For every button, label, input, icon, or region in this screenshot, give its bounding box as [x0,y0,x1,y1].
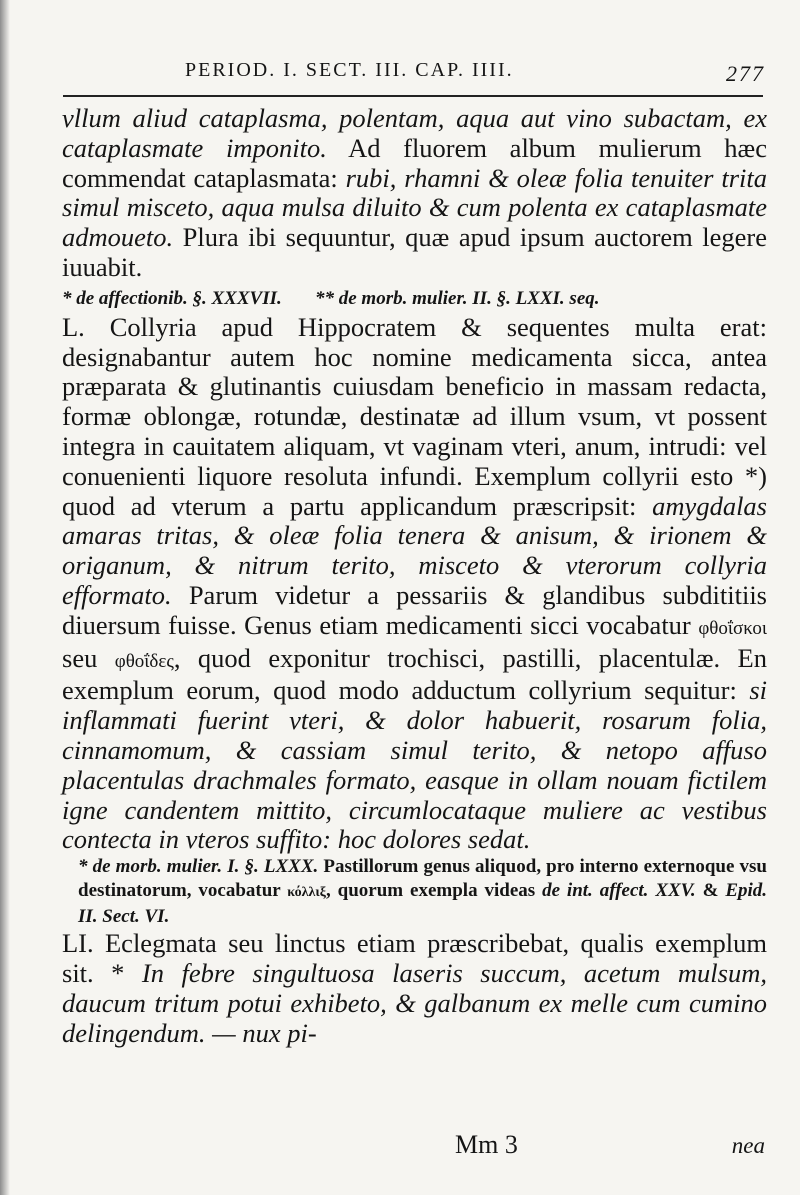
footnote-text: & [702,880,719,902]
footnote-ref: * de morb. mulier. I. §. LXXX. [78,856,319,878]
catchword: nea [731,1133,765,1158]
roman-span: Parum videtur a pessariis & glandibus subdititiis diuersum fuisse. Genus etiam medicamenti sicci vocabatur [62,579,767,640]
page-gutter-shadow [0,0,10,1195]
italic-span: si inflammati fuerint vteri, & dolor habuerit, rosarum folia, cinnamomum, & cassiam simul terito, & netopo affuso placentulas drachmales formato, easque in ollam nouam fictilem igne candentem mittito, circumlocataque muliere ac vestibus contecta in vteros suffito: hoc dolores sedat. [62,675,767,855]
paragraph-1 [62,104,767,283]
footnote-2 [62,855,767,929]
footnote-ref: Epid. II. Sect. VI. [78,880,768,928]
roman-span: Plura ibi sequuntur, quæ apud ipsum auctorem legere iuuabit. [62,222,767,282]
italic-span: — nux pi- [212,1017,317,1048]
footnote-text: Pastillorum genus aliquod, pro interno externoque vsu destinatorum, vocabatur [78,856,768,902]
page-footer [455,1130,765,1162]
italic-span: In febre singultuosa laseris succum, acetum mulsum, daucum tritum potui exhibeto, & galbanum ex melle cum cumino delingendum. [62,957,767,1048]
footnote-ref: de int. affect. XXV. [542,880,696,902]
greek-word: φθοΐδες [114,650,174,672]
signature-mark: Mm 3 [455,1130,518,1159]
main-text [62,104,767,1048]
footnote-ref: * de affectionib. §. XXXVII. [62,287,282,309]
running-head: PERIOD. I. SECT. III. CAP. IIII. [185,59,514,81]
greek-word: φθοΐσκοι [698,617,768,639]
footnote-1 [62,287,767,311]
italic-span: vllum aliud cataplasma, polentam, aqua aut vino subactam, ex cataplasmate imponito. [62,103,767,163]
paragraph-LI [62,929,767,1048]
roman-span: LI. Eclegmata seu linctus etiam præscribebat, qualis exemplum sit. * [62,928,767,988]
italic-span: amygdalas amaras tritas, & oleæ folia tenera & anisum, & irionem & origanum, & nitrum terito, misceto & vterorum collyria efformato. [62,490,767,610]
roman-span: L. Collyria apud Hippocratem & sequentes multa erat: designabantur autem hoc nomine medicamenta sicca, antea præparata & glutinantis cuiusdam beneficio in massam redacta, formæ oblongæ, rotundæ, destinatæ ad illum vsum, vt possent integra in cauitatem aliquam, vt vaginam vteri, anum, intrudi: vel conuenienti liquore resoluta infundi. Exemplum collyrii esto *) quod ad vterum a partu applicandum præscripsit: [62,311,767,521]
greek-word: κόλλιξ [287,885,327,901]
page-number: 277 [726,61,765,86]
roman-span: seu [62,642,98,673]
roman-span: , quod exponitur trochisci, pastilli, placentulæ. En exemplum eorum, quod modo adductum collyrium sequitur: [62,642,767,706]
italic-span: rubi, rhamni & oleæ folia tenuiter trita simul misceto, aqua mulsa diluito & cum polenta ex cataplasmate admoueto. [62,162,768,253]
paragraph-L [62,313,767,855]
running-header [185,57,765,87]
header-rule [63,95,763,97]
footnote-text: , quorum exempla videas [326,880,536,902]
roman-span: Ad fluorem album mulierum hæc commendat cataplasmata: [62,132,767,193]
footnote-ref: ** de morb. mulier. II. §. LXXI. seq. [315,287,600,309]
